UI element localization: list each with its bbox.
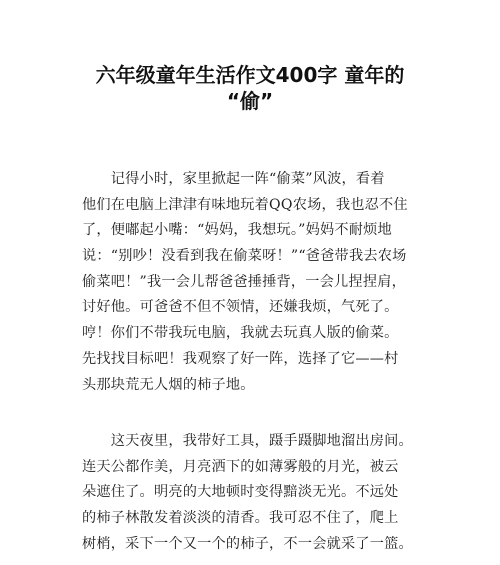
paragraph-line: 这天夜里，我带好工具，蹑手蹑脚地溜出房间。 [82,433,413,449]
paragraph-line: 的柿子林散发着淡淡的清香。我可忍不住了，爬上 [82,510,399,527]
paragraph-line: 说：“别吵！没看到我在偷菜呀！”“爸爸带我去农场 [82,248,407,265]
article-title-line-2: “偷” [226,89,274,113]
paragraph-1 [82,167,442,398]
paragraph-line: 树梢，采下一个又一个的柿子，不一会就采了一篮。 [82,535,413,552]
paragraph-line: 他们在电脑上津津有味地玩着QQ农场，我也忍不住 [82,196,408,213]
paragraph-2 [82,429,442,557]
article-title-line-1: 六年级童年生活作文400字 童年的 [95,63,405,87]
paragraph-line: 讨好他。可爸爸不但不领情，还嫌我烦，气死了。 [82,299,399,316]
paragraph-line: 朵遮住了。明亮的大地顿时变得黯淡无光。不远处 [82,484,399,501]
paragraph-line: 偷菜吧！”我一会儿帮爸爸捶捶背，一会儿捏捏肩， [82,273,406,290]
paragraph-line: 哼！你们不带我玩电脑，我就去玩真人版的偷菜。 [82,325,399,342]
paragraph-line: 了，便嘟起小嘴：“妈妈，我想玩。”妈妈不耐烦地 [82,222,392,239]
paragraph-line: 连天公都作美，月亮洒下的如薄雾般的月光，被云 [82,458,399,475]
paragraph-line: 先找找目标吧！我观察了好一阵，选择了它——村 [82,350,399,367]
paragraph-line: 头那块荒无人烟的柿子地。 [82,376,255,393]
paragraph-line: 记得小时，家里掀起一阵“偷菜”风波，看着 [82,171,385,187]
